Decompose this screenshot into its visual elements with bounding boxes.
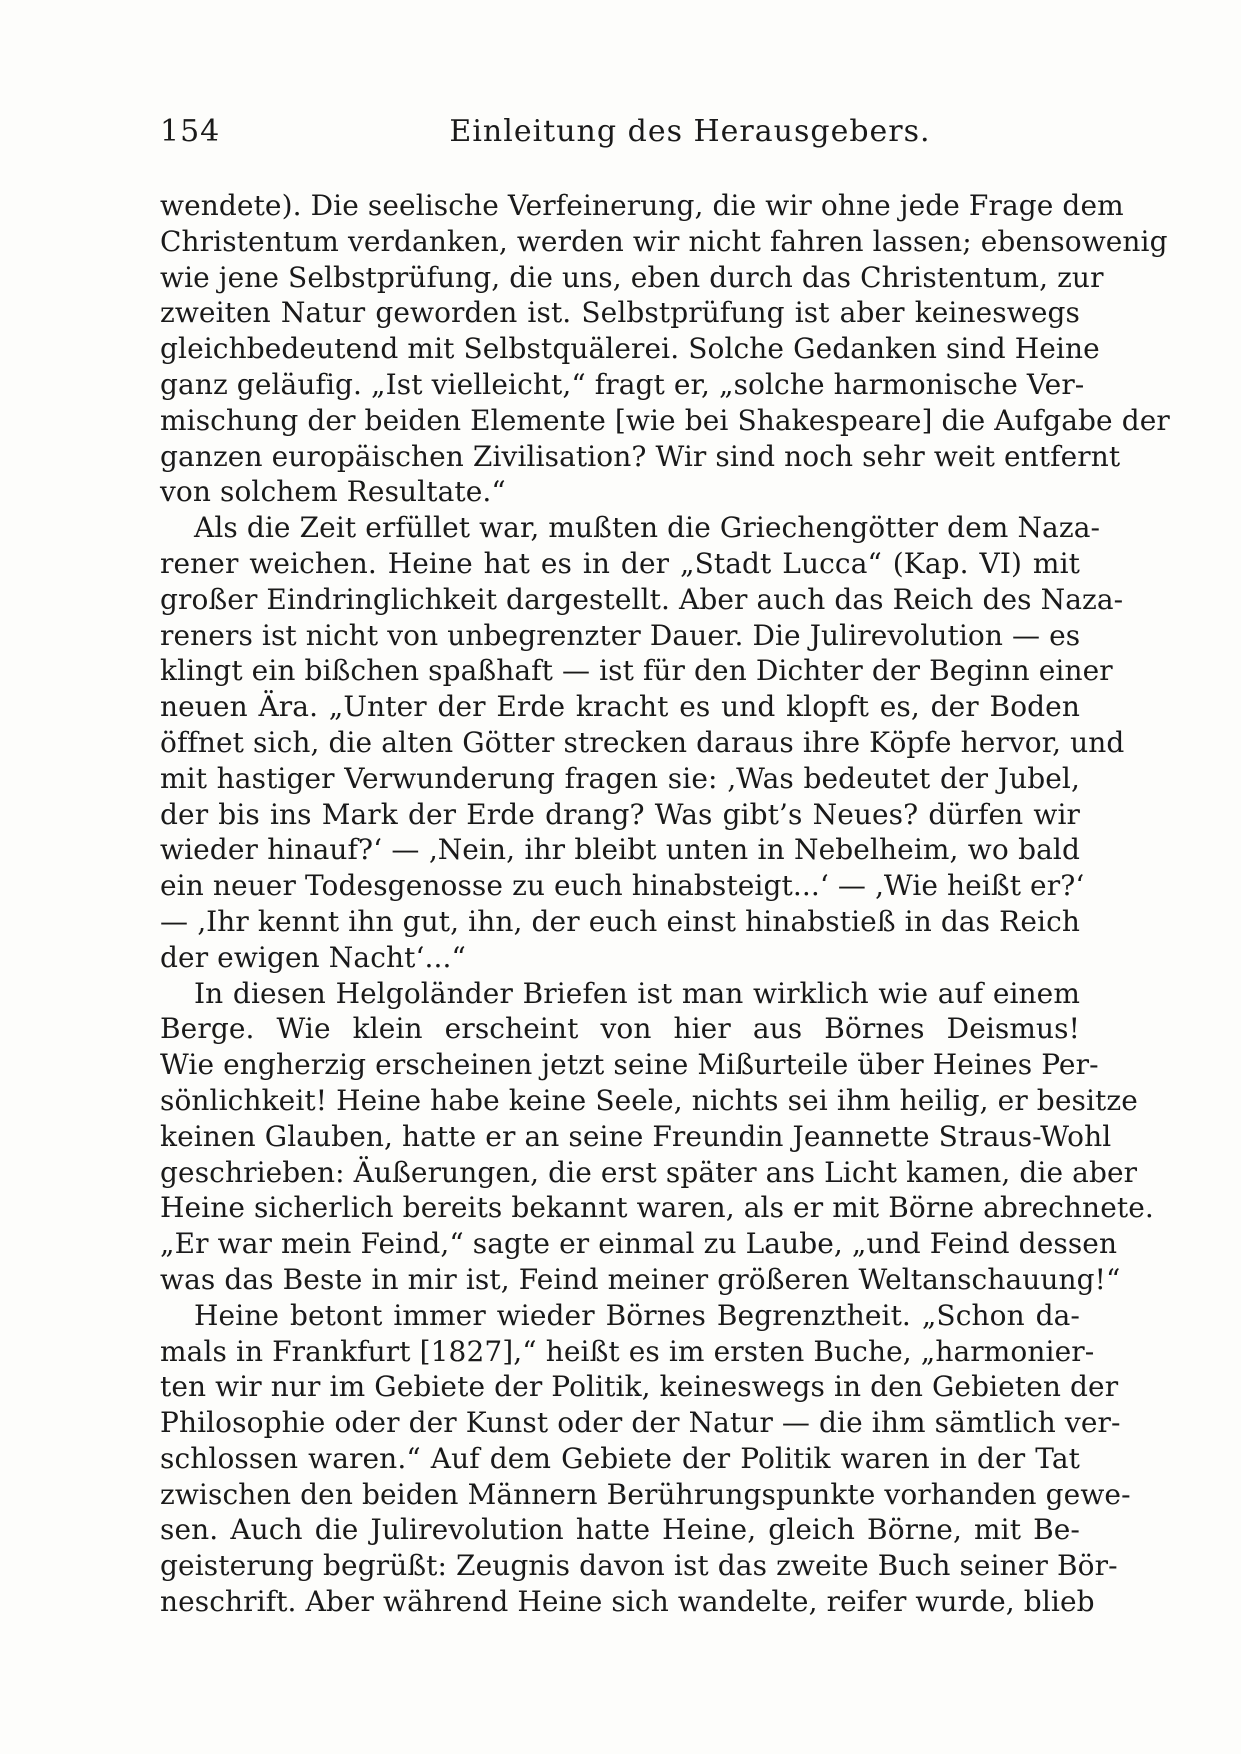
text-line: sen. Auch die Julirevolution hatte Heine, gleich Börne, mit Be- bbox=[160, 1513, 1080, 1547]
body-text bbox=[160, 188, 1170, 1620]
text-line: geisterung begrüßt: Zeugnis davon ist das zweite Buch seiner Bör- bbox=[160, 1549, 1118, 1583]
text-line: geschrieben: Äußerungen, die erst später ans Licht kamen, die aber bbox=[160, 1155, 1138, 1189]
text-line: der ewigen Nacht‘...“ bbox=[160, 940, 466, 974]
text-line: zwischen den beiden Männern Berührungspunkte vorhanden gewe- bbox=[160, 1477, 1131, 1511]
text-line: ten wir nur im Gebiete der Politik, keineswegs in den Gebieten der bbox=[160, 1370, 1119, 1404]
text-line: von solchem Resultate.“ bbox=[160, 475, 506, 509]
text-line: Berge. Wie klein erscheint von hier aus Börnes Deismus! bbox=[160, 1012, 1080, 1046]
text-line: In diesen Helgoländer Briefen ist man wirklich wie auf einem bbox=[194, 976, 1080, 1010]
text-line: reners ist nicht von unbegrenzter Dauer. Die Julirevolution — es bbox=[160, 618, 1081, 652]
text-line: gleichbedeutend mit Selbstquälerei. Solche Gedanken sind Heine bbox=[160, 332, 1100, 366]
text-line: wieder hinauf?‘ — ‚Nein, ihr bleibt unten in Nebelheim, wo bald bbox=[160, 833, 1080, 867]
text-line: Christentum verdanken, werden wir nicht fahren lassen; ebensowenig bbox=[160, 224, 1168, 258]
text-line: ganz geläufig. „Ist vielleicht,“ fragt er, „solche harmonische Ver- bbox=[160, 367, 1085, 401]
text-line: der bis ins Mark der Erde drang? Was gibt’s Neues? dürfen wir bbox=[160, 797, 1080, 831]
text-line: Philosophie oder der Kunst oder der Natur — die ihm sämtlich ver- bbox=[160, 1406, 1121, 1440]
text-line: neuen Ära. „Unter der Erde kracht es und klopft es, der Boden bbox=[160, 690, 1080, 724]
text-line: neschrift. Aber während Heine sich wandelte, reifer wurde, blieb bbox=[160, 1585, 1095, 1619]
page-number: 154 bbox=[160, 114, 221, 149]
running-head: Einleitung des Herausgebers. bbox=[449, 114, 931, 149]
text-line: öffnet sich, die alten Götter strecken daraus ihre Köpfe hervor, und bbox=[160, 725, 1125, 759]
text-line: schlossen waren.“ Auf dem Gebiete der Politik waren in der Tat bbox=[160, 1441, 1080, 1475]
text-line: keinen Glauben, hatte er an seine Freundin Jeannette Straus-Wohl bbox=[160, 1119, 1112, 1153]
text-line: wendete). Die seelische Verfeinerung, die wir ohne jede Frage dem bbox=[160, 189, 1124, 222]
text-line: ganzen europäischen Zivilisation? Wir sind noch sehr weit entfernt bbox=[160, 439, 1121, 473]
text-line: Wie engherzig erscheinen jetzt seine Mißurteile über Heines Per- bbox=[160, 1048, 1099, 1082]
text-line: mischung der beiden Elemente [wie bei Shakespeare] die Aufgabe der bbox=[160, 403, 1170, 437]
text-line: Heine sicherlich bereits bekannt waren, als er mit Börne abrechnete. bbox=[160, 1191, 1154, 1225]
text-line: — ‚Ihr kennt ihn gut, ihn, der euch einst hinabstieß in das Reich bbox=[160, 904, 1080, 938]
text-line: rener weichen. Heine hat es in der „Stadt Lucca“ (Kap. VI) mit bbox=[160, 546, 1080, 580]
text-line: klingt ein bißchen spaßhaft — ist für den Dichter der Beginn einer bbox=[160, 654, 1113, 688]
text-line: wie jene Selbstprüfung, die uns, eben durch das Christentum, zur bbox=[160, 260, 1104, 294]
page-header bbox=[160, 112, 1080, 152]
text-line: „Er war mein Feind,“ sagte er einmal zu Laube, „und Feind dessen bbox=[160, 1227, 1118, 1261]
text-line: sönlichkeit! Heine habe keine Seele, nichts sei ihm heilig, er besitze bbox=[160, 1083, 1138, 1117]
text-line: mit hastiger Verwunderung fragen sie: ‚Was bedeutet der Jubel, bbox=[160, 761, 1080, 795]
text-line: Heine betont immer wieder Börnes Begrenztheit. „Schon da- bbox=[194, 1298, 1080, 1332]
text-line: großer Eindringlichkeit dargestellt. Aber auch das Reich des Naza- bbox=[160, 582, 1124, 616]
text-line: Als die Zeit erfüllet war, mußten die Griechengötter dem Naza- bbox=[194, 511, 1101, 545]
text-line: was das Beste in mir ist, Feind meiner größeren Weltanschauung!“ bbox=[160, 1262, 1121, 1296]
text-line: ein neuer Todesgenosse zu euch hinabsteigt...‘ — ‚Wie heißt er?‘ bbox=[160, 869, 1085, 903]
text-line: mals in Frankfurt [1827],“ heißt es im ersten Buche, „harmonier- bbox=[160, 1334, 1095, 1368]
text-line: zweiten Natur geworden ist. Selbstprüfung ist aber keineswegs bbox=[160, 296, 1080, 330]
